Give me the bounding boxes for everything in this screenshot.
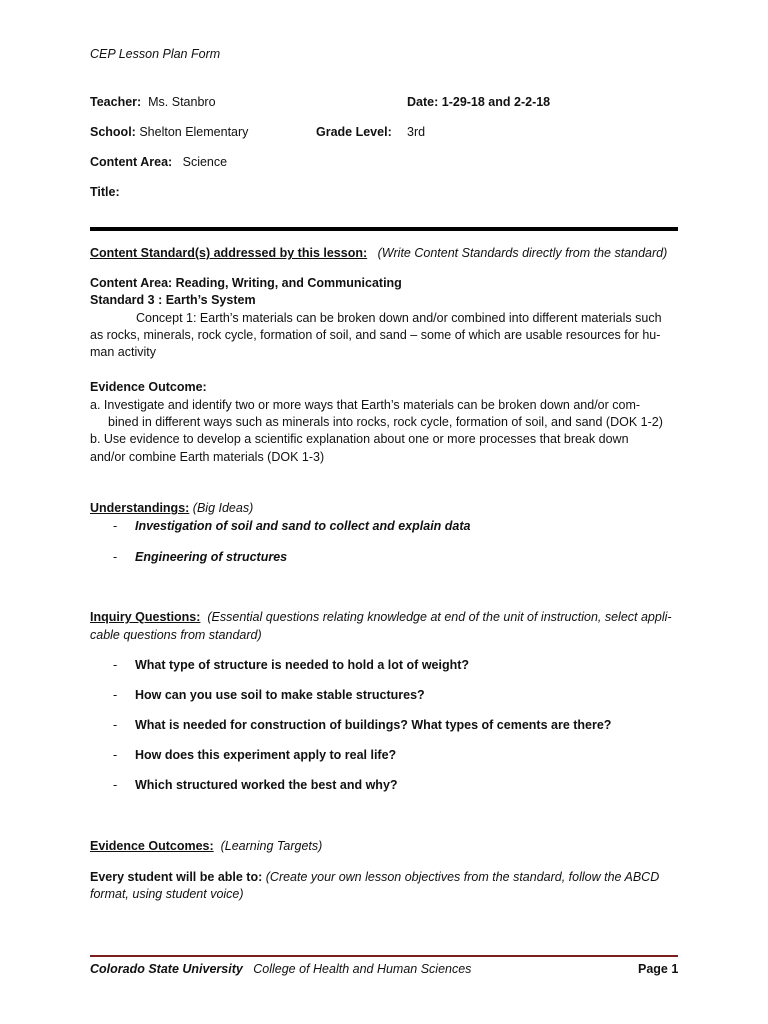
outcomes-note: (Learning Targets) xyxy=(220,839,323,853)
bullet-dash: - xyxy=(113,748,118,762)
understandings-heading: Understandings: xyxy=(90,501,190,515)
inquiry-item xyxy=(113,687,425,704)
bullet-dash: - xyxy=(113,718,118,732)
inquiry-item xyxy=(113,657,469,674)
understanding-text: Investigation of soil and sand to collect and explain data xyxy=(135,519,471,533)
every-student-note: (Create your own lesson objectives from the standard, follow the ABCD xyxy=(265,870,660,884)
bullet-dash: - xyxy=(113,688,118,702)
outcomes-heading: Evidence Outcomes: xyxy=(90,839,214,853)
grade-value: 3rd xyxy=(407,125,426,139)
standard-line: Standard 3 : Earth’s System xyxy=(90,293,256,307)
understanding-item xyxy=(113,549,287,566)
evidence-a-line-1: a. Investigate and identify two or more ways that Earth’s materials can be broken down and/or com- xyxy=(90,398,641,412)
inquiry-text: What is needed for construction of buildings? What types of cements are there? xyxy=(135,718,612,732)
form-title: CEP Lesson Plan Form xyxy=(90,47,221,61)
evidence-b-line-2: and/or combine Earth materials (DOK 1-3) xyxy=(90,450,325,464)
outcomes-heading-row xyxy=(90,838,322,855)
understandings-heading-row xyxy=(90,500,253,517)
school-row xyxy=(90,124,248,141)
footer-divider xyxy=(90,955,678,957)
every-student-row xyxy=(90,869,659,886)
concept-line-1: Concept 1: Earth’s materials can be broken down and/or combined into different materials such xyxy=(136,311,662,325)
inquiry-heading-row xyxy=(90,609,672,626)
evidence-heading: Evidence Outcome: xyxy=(90,380,207,394)
content-area-value: Science xyxy=(182,155,228,169)
inquiry-note-line-2: cable questions from standard) xyxy=(90,628,262,642)
every-student-note-line-2: format, using student voice) xyxy=(90,887,244,901)
content-area-line: Content Area: Reading, Writing, and Communicating xyxy=(90,276,402,290)
teacher-row xyxy=(90,94,216,111)
understandings-note: (Big Ideas) xyxy=(192,501,254,515)
footer-college: College of Health and Human Sciences xyxy=(253,962,472,976)
concept-line-2: as rocks, minerals, rock cycle, formation of soil, and sand – some of which are usable resources for hu- xyxy=(90,328,661,342)
inquiry-heading: Inquiry Questions: xyxy=(90,610,201,624)
inquiry-item xyxy=(113,777,398,794)
bullet-dash: - xyxy=(113,658,118,672)
school-label: School: xyxy=(90,125,136,139)
inquiry-text: How can you use soil to make stable structures? xyxy=(135,688,425,702)
date-value: 1-29-18 and 2-2-18 xyxy=(441,95,551,109)
school-value: Shelton Elementary xyxy=(139,125,249,139)
teacher-label: Teacher: xyxy=(90,95,142,109)
inquiry-item xyxy=(113,717,611,734)
date-row xyxy=(407,94,550,111)
inquiry-text: How does this experiment apply to real life? xyxy=(135,748,397,762)
footer-page-number: Page 1 xyxy=(638,962,679,976)
content-area-row xyxy=(90,154,227,171)
evidence-a-line-2: bined in different ways such as minerals into rocks, rock cycle, formation of soil, and sand (DOK 1-2) xyxy=(108,415,663,429)
grade-label: Grade Level: xyxy=(316,125,392,139)
standards-heading: Content Standard(s) addressed by this lesson: xyxy=(90,246,368,260)
title-label: Title: xyxy=(90,185,120,199)
inquiry-text: Which structured worked the best and why? xyxy=(135,778,398,792)
every-student-label: Every student will be able to: xyxy=(90,870,263,884)
date-label: Date: xyxy=(407,95,439,109)
inquiry-item xyxy=(113,747,396,764)
footer-university: Colorado State University xyxy=(90,962,243,976)
inquiry-note: (Essential questions relating knowledge at end of the unit of instruction, select appli- xyxy=(207,610,672,624)
standards-heading-row xyxy=(90,245,667,262)
teacher-value: Ms. Stanbro xyxy=(148,95,216,109)
understanding-item xyxy=(113,518,470,535)
bullet-dash: - xyxy=(113,778,118,792)
content-area-label: Content Area: xyxy=(90,155,173,169)
concept-line-3: man activity xyxy=(90,345,156,359)
header-divider xyxy=(90,227,678,231)
evidence-b-line-1: b. Use evidence to develop a scientific explanation about one or more processes that break down xyxy=(90,432,629,446)
understanding-text: Engineering of structures xyxy=(135,550,288,564)
bullet-dash: - xyxy=(113,550,118,564)
standards-note: (Write Content Standards directly from the standard) xyxy=(377,246,668,260)
footer-left xyxy=(90,961,471,978)
bullet-dash: - xyxy=(113,519,118,533)
inquiry-text: What type of structure is needed to hold a lot of weight? xyxy=(135,658,470,672)
